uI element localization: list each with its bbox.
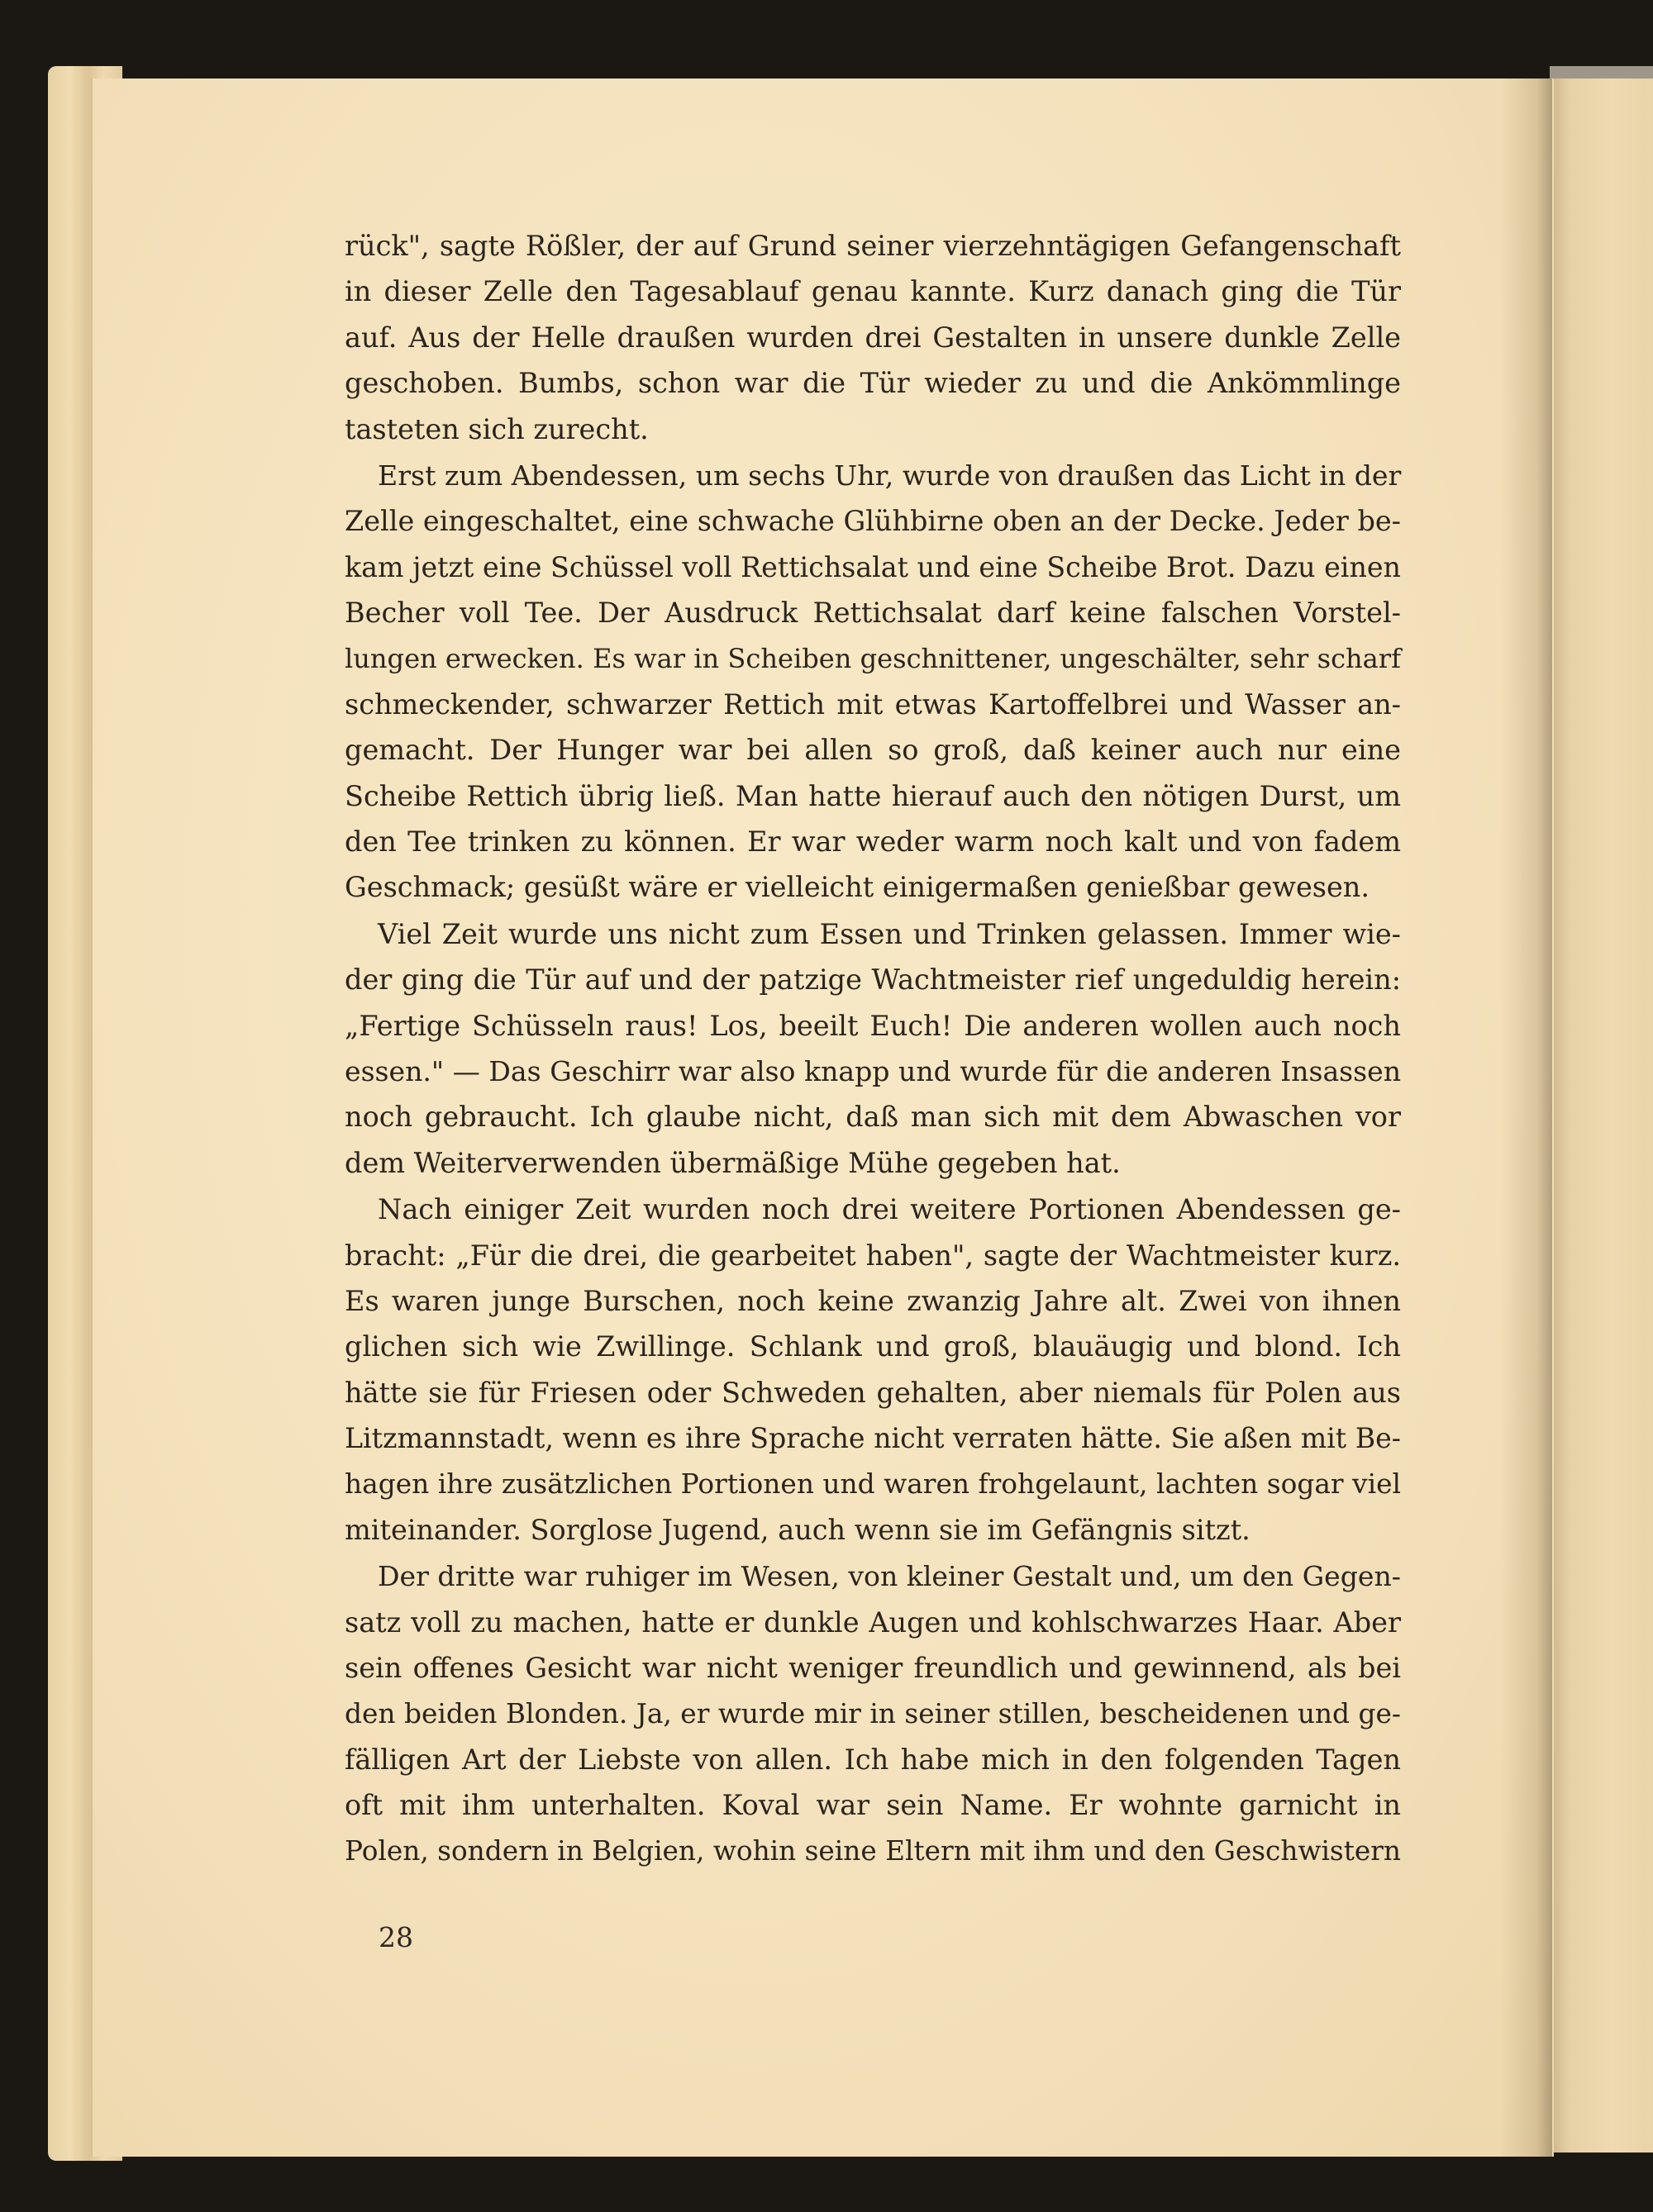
- text-line: Geschmack; gesüßt wäre er vielleicht einigermaßen genießbar gewesen.: [345, 871, 1370, 904]
- text-line: glichen sich wie Zwillinge. Schlank und groß, blauäugig und blond. Ich: [345, 1330, 1401, 1363]
- gutter-shadow: [1500, 78, 1552, 2157]
- text-line: Polen, sondern in Belgien, wohin seine Eltern mit ihm und den Geschwistern: [345, 1834, 1401, 1867]
- text-line: Es waren junge Burschen, noch keine zwanzig Jahre alt. Zwei von ihnen: [345, 1284, 1401, 1317]
- text-line: miteinander. Sorglose Jugend, auch wenn sie im Gefängnis sitzt.: [345, 1513, 1250, 1546]
- text-line: Erst zum Abendessen, um sechs Uhr, wurde von draußen das Licht in der: [378, 459, 1402, 492]
- text-line: den Tee trinken zu können. Er war weder warm noch kalt und von fadem: [345, 825, 1401, 859]
- text-line: lungen erwecken. Es war in Scheiben geschnittener, ungeschälter, sehr scharf: [345, 642, 1401, 674]
- page-number: 28: [379, 1921, 413, 1953]
- paragraph-4: [345, 1187, 1401, 1553]
- text-line: hagen ihre zusätzlichen Portionen und waren frohgelaunt, lachten sogar viel: [345, 1468, 1401, 1500]
- text-line: „Fertige Schüsseln raus! Los, beeilt Euch! Die anderen wollen auch noch: [345, 1009, 1401, 1042]
- text-line: Nach einiger Zeit wurden noch drei weitere Portionen Abendessen ge-: [378, 1193, 1401, 1226]
- text-line: Der dritte war ruhiger im Wesen, von kleiner Gestalt und, um den Gegen-: [378, 1560, 1401, 1593]
- text-line: gemacht. Der Hunger war bei allen so groß, daß keiner auch nur eine: [345, 734, 1401, 767]
- text-line: Scheibe Rettich übrig ließ. Man hatte hierauf auch den nötigen Durst, um: [345, 779, 1401, 812]
- text-line: tasteten sich zurecht.: [345, 412, 649, 445]
- text-line: auf. Aus der Helle draußen wurden drei Gestalten in unsere dunkle Zelle: [345, 321, 1401, 354]
- text-line: rück", sagte Rößler, der auf Grund seiner vierzehntägigen Gefangenschaft: [345, 230, 1401, 262]
- text-line: hätte sie für Friesen oder Schweden gehalten, aber niemals für Polen aus: [345, 1376, 1401, 1409]
- facing-page-edge: [1550, 78, 1653, 2153]
- paragraph-1: [345, 223, 1401, 452]
- text-line: noch gebraucht. Ich glaube nicht, daß man sich mit dem Abwaschen vor: [345, 1101, 1401, 1134]
- text-line: Viel Zeit wurde uns nicht zum Essen und Trinken gelassen. Immer wie-: [378, 917, 1401, 950]
- text-line: kam jetzt eine Schüssel voll Rettichsalat und eine Scheibe Brot. Dazu einen: [345, 550, 1401, 583]
- text-line: essen." — Das Geschirr war also knapp und wurde für die anderen Insassen: [345, 1055, 1401, 1088]
- text-line: sein offenes Gesicht war nicht weniger freundlich und gewinnend, als bei: [345, 1652, 1401, 1685]
- paragraph-2: [345, 453, 1401, 911]
- text-line: den beiden Blonden. Ja, er wurde mir in seiner stillen, bescheidenen und ge-: [345, 1697, 1401, 1729]
- text-line: Becher voll Tee. Der Ausdruck Rettichsalat darf keine falschen Vorstel-: [345, 597, 1401, 630]
- text-line: bracht: „Für die drei, die gearbeitet haben", sagte der Wachtmeister kurz.: [345, 1239, 1401, 1272]
- text-line: der ging die Tür auf und der patzige Wachtmeister rief ungeduldig herein:: [345, 963, 1401, 997]
- paragraph-3: [345, 911, 1401, 1186]
- text-line: schmeckender, schwarzer Rettich mit etwas Kartoffelbrei und Wasser an-: [345, 687, 1401, 721]
- text-line: in dieser Zelle den Tagesablauf genau kannte. Kurz danach ging die Tür: [345, 275, 1401, 308]
- text-line: dem Weiterverwenden übermäßige Mühe gegeben hat.: [345, 1146, 1121, 1179]
- text-line: Zelle eingeschaltet, eine schwache Glühbirne oben an der Decke. Jeder be-: [345, 505, 1401, 538]
- text-line: oft mit ihm unterhalten. Koval war sein Name. Er wohnte garnicht in: [345, 1789, 1401, 1822]
- text-line: satz voll zu machen, hatte er dunkle Augen und kohlschwarzes Haar. Aber: [345, 1605, 1401, 1639]
- text-line: fälligen Art der Liebste von allen. Ich habe mich in den folgenden Tagen: [345, 1743, 1401, 1776]
- text-line: geschoben. Bumbs, schon war die Tür wieder zu und die Ankömmlinge: [345, 367, 1401, 400]
- body-text: [345, 223, 1401, 1875]
- paragraph-5: [345, 1553, 1401, 1874]
- text-line: Litzmannstadt, wenn es ihre Sprache nicht verraten hätte. Sie aßen mit Be-: [345, 1422, 1401, 1455]
